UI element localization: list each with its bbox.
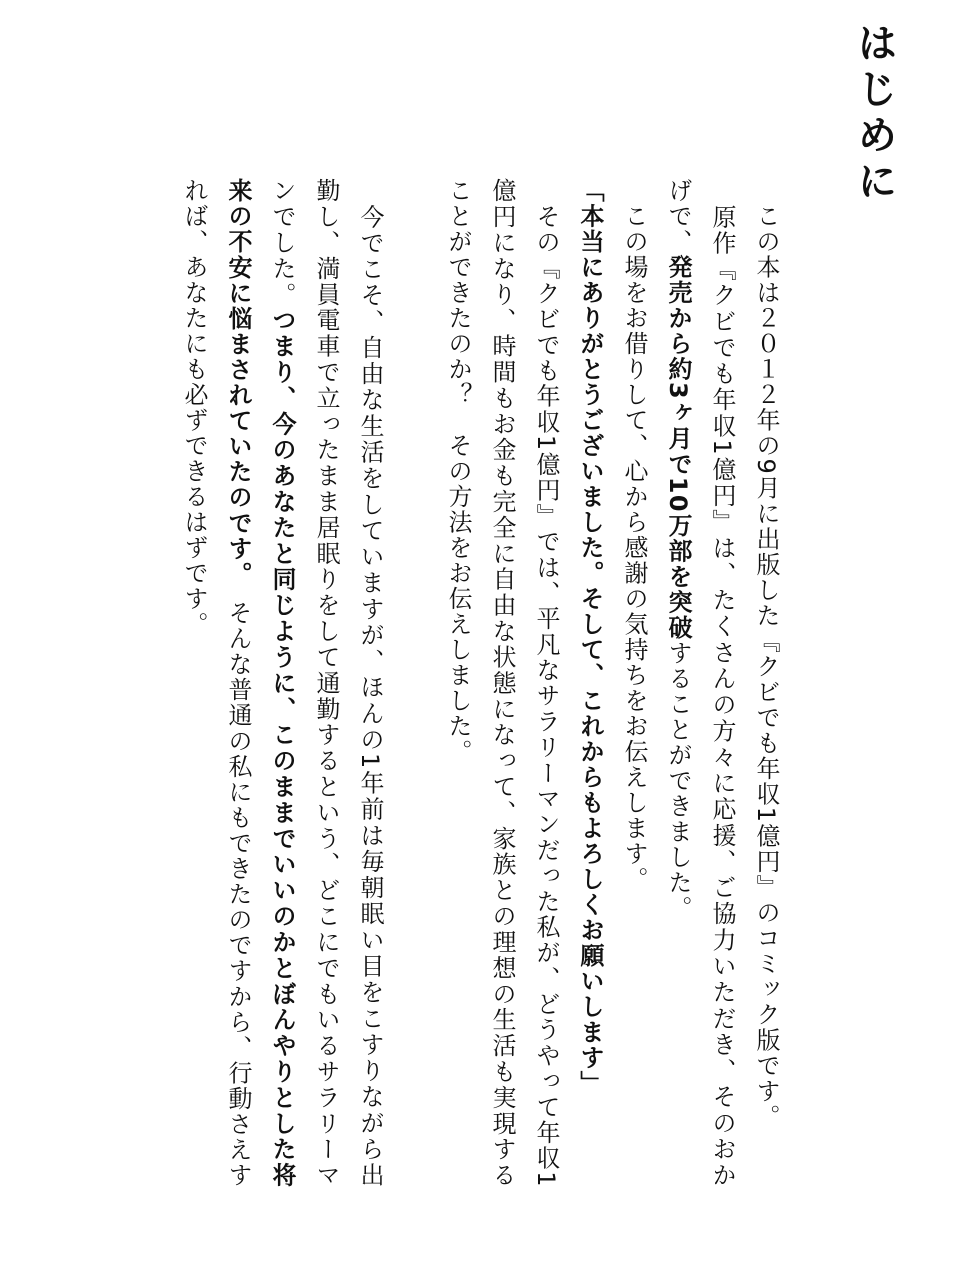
emphasis-text: つまり、今のあなたと同じように、このままでいいのかとぼんやりとした将来の不安に悩まされていたのです。 <box>224 178 296 1189</box>
text-segment: その『クビでも年収1億円』では、平凡なサラリーマンだった私が、どうやって年収1億円になり、時間もお金も完全に自由な状態になって、家族との理想の生活も実現することができたのか？ その方法をお伝えしました。 <box>444 178 560 1189</box>
paragraph-3 <box>612 178 656 1188</box>
text-segment: そんな普通の私にもできたのですから、行動さえすれば、あなたにも必ずできるはずです。 <box>180 178 252 1189</box>
emphasis-text: 発売から約3ヶ月で10万部を突破 <box>664 254 692 641</box>
paragraph-5 <box>436 178 568 1188</box>
paragraph-2 <box>656 178 744 1188</box>
emphasis-text: 「本当にありがとうございました。そして、これからもよろしくお願いします」 <box>576 178 604 1096</box>
paragraph-6 <box>172 178 392 1188</box>
text-segment: することができました。 <box>664 640 692 922</box>
body-text <box>128 178 788 1188</box>
paragraph-1 <box>744 178 788 1188</box>
text-segment: この場をお借りして、心から感謝の気持ちをお伝えします。 <box>620 203 648 892</box>
text-segment: この本は２０１２年の9月に出版した『クビでも年収1億円』のコミック版です。 <box>752 203 780 1130</box>
text-segment: 原作『クビでも年収1億円』は、たくさんの方々に応援、ご協力いただき、そのおかげで、 <box>664 178 736 1188</box>
text-segment: 今でこそ、自由な生活をしていますが、ほんの1年前は毎朝眠い目をこすりながら出勤し、満員電車で立ったまま居眠りをして通勤するという、どこにでもいるサラリーマンでした。 <box>268 178 384 1188</box>
paragraph-4 <box>568 178 612 1188</box>
page-title: はじめに <box>851 22 897 206</box>
